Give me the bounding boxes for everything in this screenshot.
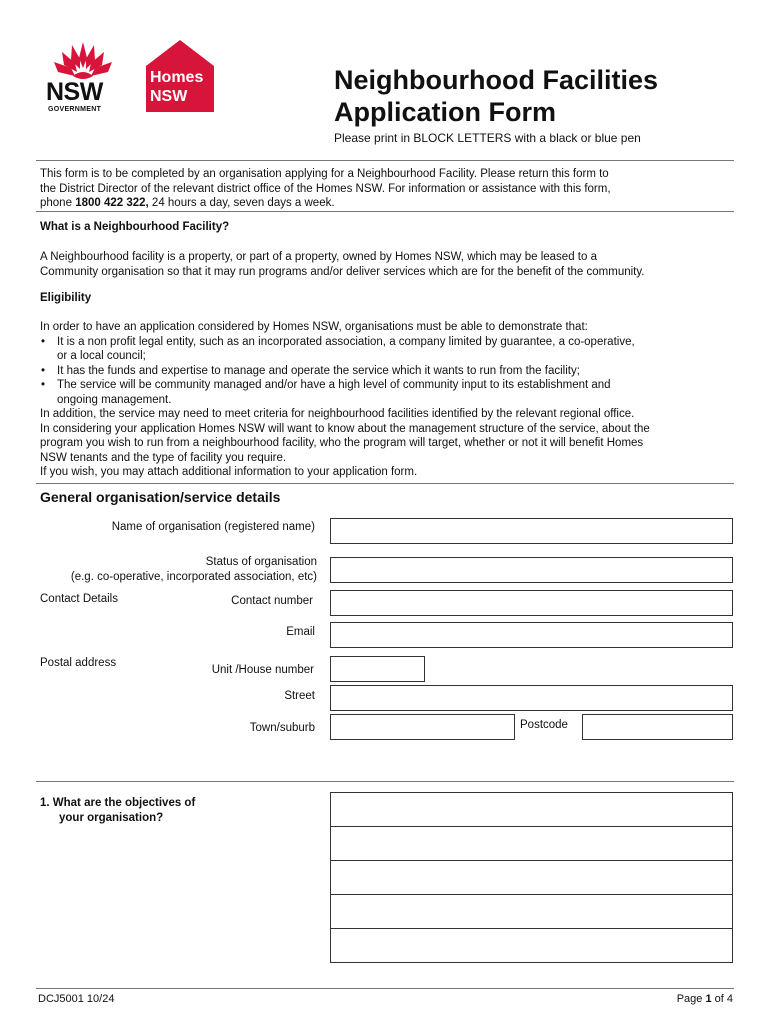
nsw-government-logo — [40, 38, 126, 118]
divider-section — [36, 483, 734, 484]
page-title-line2: Application Form — [334, 97, 556, 127]
town-suburb-label: Town/suburb — [249, 722, 315, 734]
intro-line: phone 1800 422 322, 24 hours a day, seven days a week. — [40, 197, 335, 209]
page-number: Page 1 of 4 — [676, 993, 733, 1005]
objectives-answer-box[interactable] — [330, 792, 733, 963]
divider-intro — [36, 211, 734, 212]
eligibility-heading: Eligibility — [40, 292, 92, 304]
unit-house-label: Unit /House number — [211, 664, 314, 676]
list-item: • The service will be community managed and/or have a high level of community input to its establishment and ongoing management. — [41, 379, 611, 406]
phone-number: 1800 422 322, — [75, 197, 149, 209]
section-title: General organisation/service details — [40, 489, 281, 505]
intro-paragraph — [40, 167, 740, 211]
bullet-icon: • — [41, 335, 46, 348]
intro-line: the District Director of the relevant district office of the Homes NSW. For information or assistance with this form, — [40, 182, 611, 195]
bullet-icon: • — [41, 379, 46, 391]
contact-number-label: Contact number — [231, 595, 313, 607]
org-name-input[interactable] — [330, 518, 733, 544]
answer-line — [331, 928, 732, 929]
answer-line — [331, 894, 732, 895]
bullet-icon: • — [41, 364, 46, 377]
page-title-line1: Neighbourhood Facilities — [334, 65, 659, 95]
list-item: • It is a non profit legal entity, such as an incorporated association, a company limited by guarantee, a co-operative, or a local council; — [41, 335, 635, 362]
contact-details-label: Contact Details — [40, 593, 118, 605]
postcode-label: Postcode — [520, 719, 568, 731]
unit-house-input[interactable] — [330, 656, 425, 682]
homes-logo-line2: NSW — [150, 88, 188, 105]
status-input[interactable] — [330, 557, 733, 583]
email-input[interactable] — [330, 622, 733, 648]
org-name-label: Name of organisation (registered name) — [111, 521, 315, 533]
question-1-label: 1. What are the objectives of your organisation? — [40, 797, 196, 824]
contact-number-input[interactable] — [330, 590, 733, 616]
street-input[interactable] — [330, 685, 733, 711]
postcode-input[interactable] — [582, 714, 733, 740]
divider-question — [36, 781, 734, 782]
answer-line — [331, 860, 732, 861]
list-item: • It has the funds and expertise to manage and operate the service which it wants to run from the facility; — [41, 364, 580, 377]
nsw-logo-subtext: GOVERNMENT — [48, 106, 102, 113]
divider-top — [36, 160, 734, 161]
homes-nsw-logo — [142, 38, 218, 114]
what-is-heading: What is a Neighbourhood Facility? — [40, 221, 230, 233]
town-suburb-input[interactable] — [330, 714, 515, 740]
eligibility-list — [40, 335, 740, 408]
divider-footer — [36, 988, 734, 989]
status-label: Status of organisation (e.g. co-operative, incorporated association, etc) — [70, 556, 317, 583]
street-label: Street — [284, 690, 315, 702]
page-title — [334, 64, 658, 128]
homes-logo-line1: Homes — [150, 69, 204, 86]
nsw-logo-text: NSW — [46, 78, 103, 106]
what-is-paragraph: A Neighbourhood facility is a property, or part of a property, owned by Homes NSW, which may be leased to a Community organisation so that it may run programs and/or deliver services which are for the benefit of the community. — [40, 251, 645, 278]
form-code: DCJ5001 10/24 — [38, 993, 115, 1005]
postal-address-label: Postal address — [40, 657, 117, 669]
page-subtitle: Please print in BLOCK LETTERS with a black or blue pen — [334, 131, 641, 145]
email-label: Email — [286, 626, 315, 638]
intro-line: This form is to be completed by an organisation applying for a Neighbourhood Facility. Please return this form to — [40, 168, 609, 180]
eligibility-paragraph: In order to have an application considered by Homes NSW, organisations must be able to demonstrate that: • It is a non profit legal entity, such as an incorporated association, a company limited by guarantee, a co-operative, or a local council; • It has the funds and expertise to manage and operate the service which it wants to run from the facility; • The service will be community managed and/or have a high level of community input to its establishment and ongoing management. In addition, the service may need to meet criteria for neighbourhood facilities identified by the relevant regional office. In considering your application Homes NSW will want to know about the management structure of the service, about the program you wish to run from a neighbourhood facility, who the program will target, whether or not it will benefit Homes NSW tenants and the type of facility you require. If you wish, you may attach additional information to your application form. — [40, 320, 740, 480]
answer-line — [331, 826, 732, 827]
